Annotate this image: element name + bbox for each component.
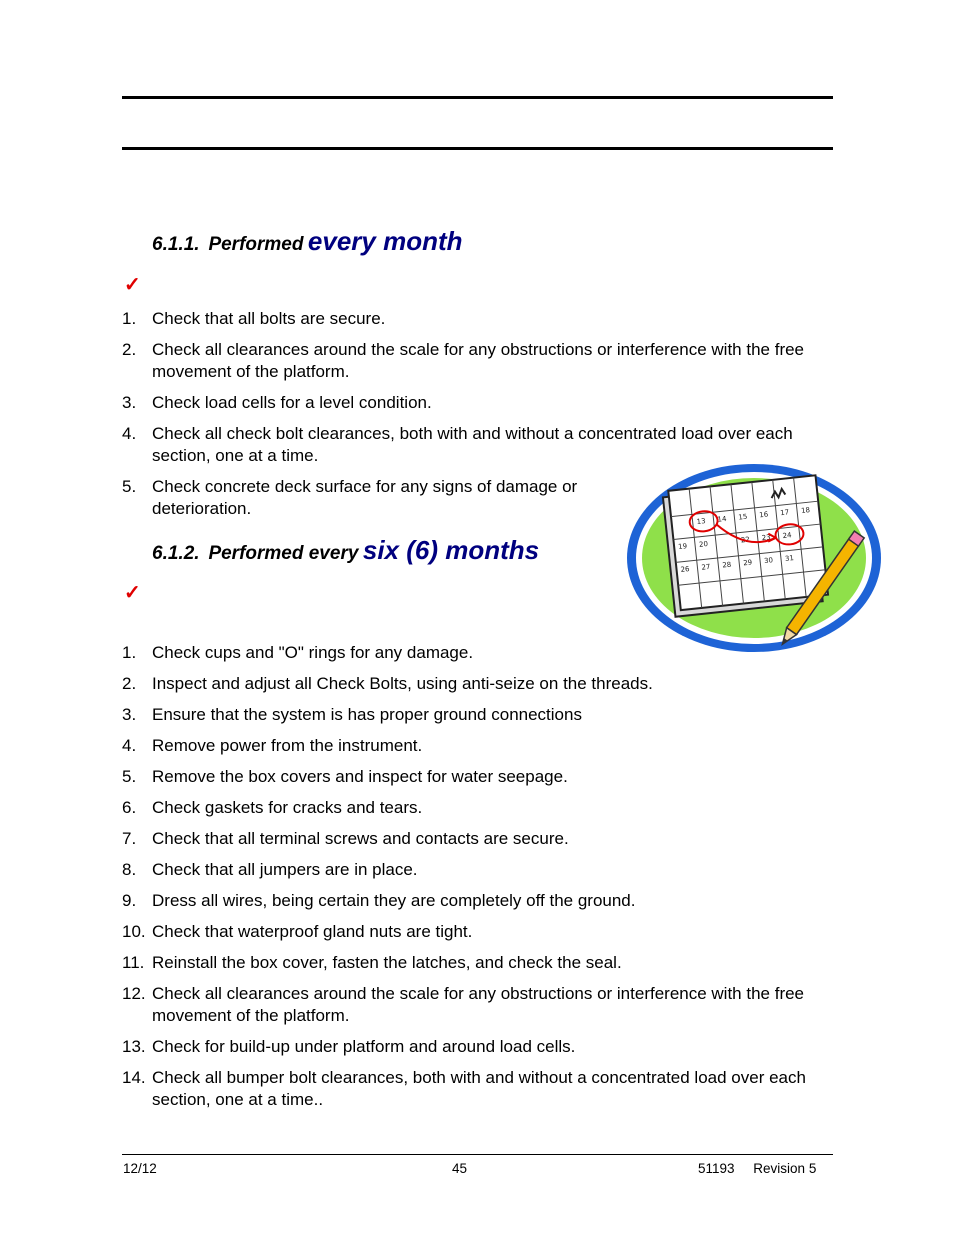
footer-date: 12/12 [123,1161,157,1176]
list-item: 5. Remove the box covers and inspect for water seepage. [122,767,568,786]
list-item: 2. Check all clearances around the scale for any obstructions or interference with the free movement of the platform. [122,340,805,381]
list-item: 9. Dress all wires, being certain they are completely off the ground. [122,891,636,910]
list-item: 2. Inspect and adjust all Check Bolts, using anti-seize on the threads. [122,674,653,693]
calendar-day: 15 [738,512,748,522]
list-item: 13. Check for build-up under platform and around load cells. [122,1037,576,1056]
list-item: 6. Check gaskets for cracks and tears. [122,798,423,817]
list-item: 10. Check that waterproof gland nuts are tight. [122,922,473,941]
calendar-day: 18 [800,506,811,516]
calendar-day: 13 [696,517,706,526]
list-item: 5. Check concrete deck surface for any signs of damage or deterioration. [122,477,578,518]
section-number: 6.1.1. [152,234,200,255]
calendar-day: 17 [779,508,790,518]
footer-doc-revision: 51193 Revision 5 [698,1161,817,1176]
section-heading-six-months [152,535,539,566]
list-item: 4. Remove power from the instrument. [122,736,423,755]
section-number: 6.1.2. [152,543,200,564]
list-item: 7. Check that all terminal screws and contacts are secure. [122,829,569,848]
list-item: 12. Check all clearances around the scale for any obstructions or interference with the free movement of the platform. [122,984,805,1025]
section-accent: every month [307,226,463,256]
checkmark-icon: ✓ [124,582,141,604]
calendar-day: 27 [701,562,711,572]
list-item: 1. Check that all bolts are secure. [122,309,386,328]
list-item: 1. Check cups and "O" rings for any damage. [122,643,474,662]
section-accent: six (6) months [362,535,540,565]
calendar-day: 14 [717,514,727,524]
calendar-day: 16 [758,510,769,520]
calendar-day: 19 [677,542,688,552]
calendar-day: 29 [742,558,753,568]
calendar-day: 26 [680,565,690,574]
list-item: 4. Check all check bolt clearances, both with and without a concentrated load over each section, one at a time. [122,424,793,465]
six-month-checklist [122,642,832,1120]
section-lead: Performed every [208,543,359,564]
calendar-day: 31 [784,554,795,563]
calendar-day: 28 [721,560,732,570]
list-item: 11. Reinstall the box cover, fasten the latches, and check the seal. [122,953,622,972]
footer-rule [122,1154,833,1155]
page-number: 45 [452,1161,468,1176]
calendar-day: 24 [782,531,792,541]
list-item: 14. Check all bumper bolt clearances, both with and without a concentrated load over each section, one at a time.. [122,1068,806,1109]
calendar-day: 20 [698,539,709,549]
header-rule [122,147,833,150]
calendar-day: 23 [761,533,772,543]
calendar-day: 22 [740,535,751,545]
section-heading-monthly [152,226,463,257]
checkmark-icon: ✓ [124,274,141,296]
list-item: 3. Ensure that the system is has proper ground connections [122,705,582,724]
list-item: 8. Check that all jumpers are in place. [122,860,418,879]
top-rule [122,96,833,99]
calendar-day: 30 [763,556,774,566]
calendar-pencil-icon [626,462,884,658]
list-item: 3. Check load cells for a level condition. [122,393,432,412]
section-lead: Performed [208,234,304,255]
